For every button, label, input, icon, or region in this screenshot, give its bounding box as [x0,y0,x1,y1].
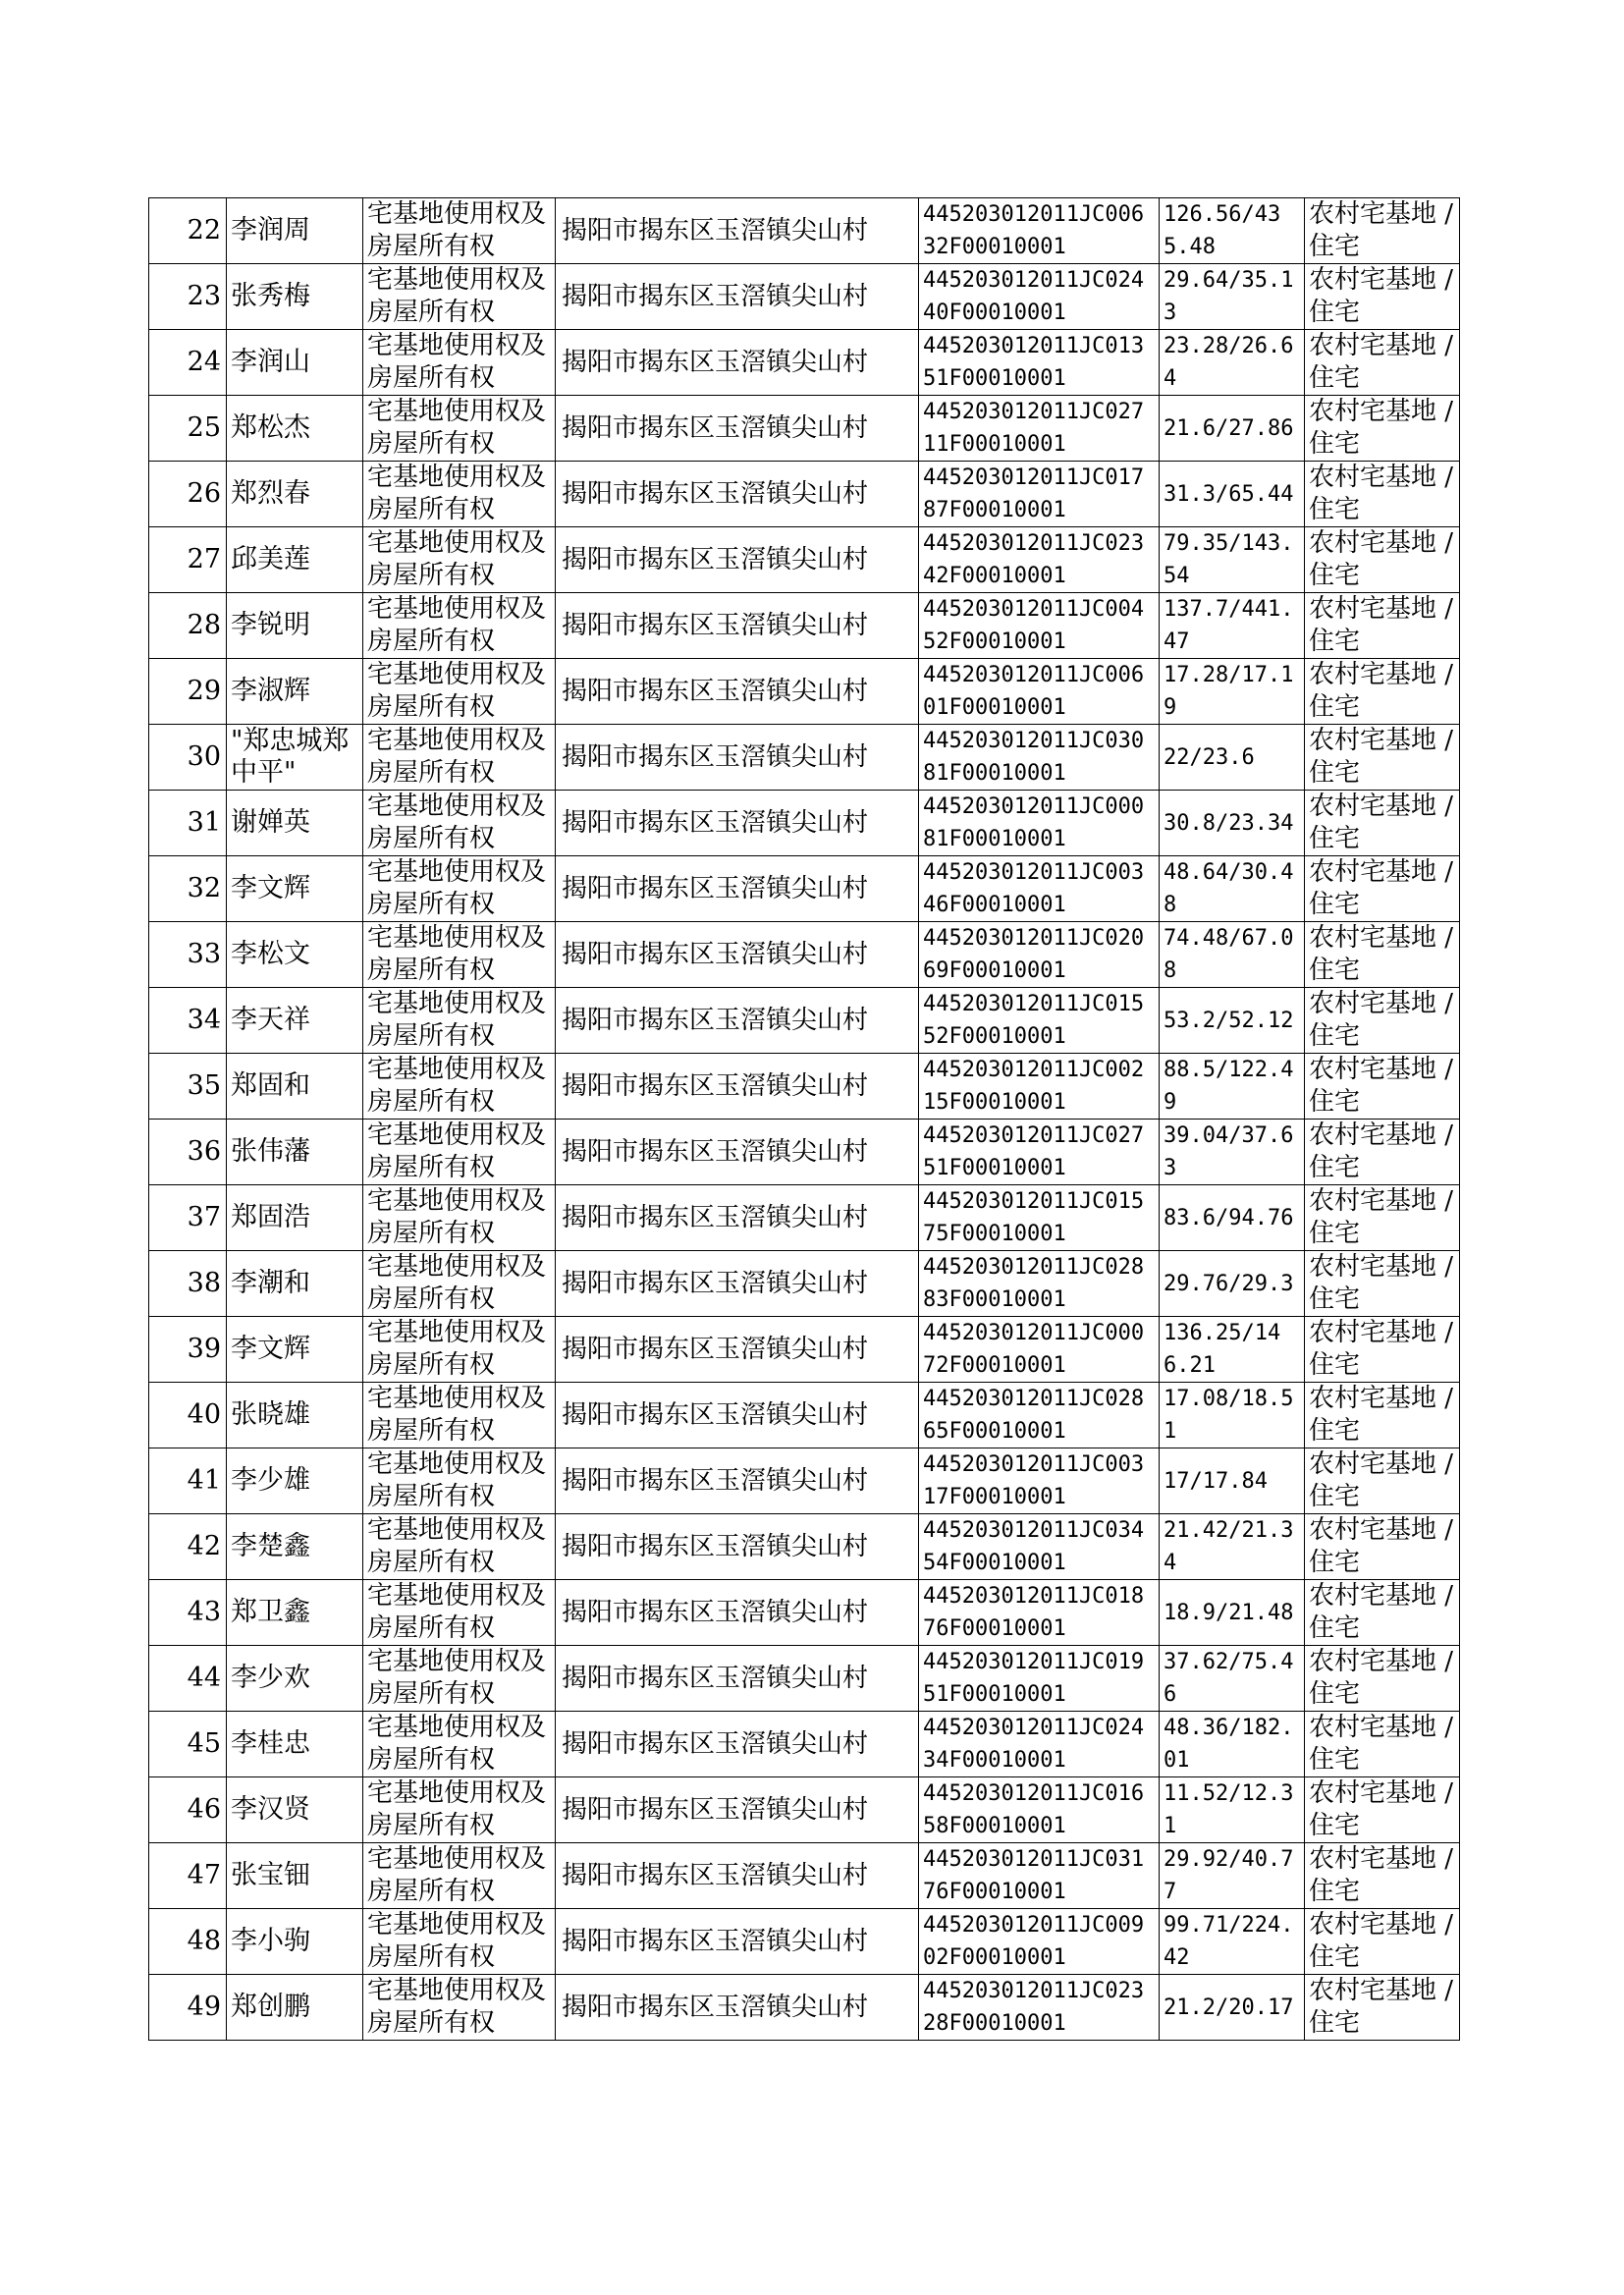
property-location: 揭阳市揭东区玉滘镇尖山村 [556,396,919,462]
table-row [149,1448,1460,1514]
table-row [149,198,1460,264]
area-value: 79.35/143.54 [1160,527,1305,593]
area-value: 137.7/441.47 [1160,593,1305,659]
row-number: 44 [149,1646,227,1712]
land-usage: 农村宅基地 / 住宅 [1305,1975,1460,2041]
property-location: 揭阳市揭东区玉滘镇尖山村 [556,1909,919,1975]
table-row [149,396,1460,462]
unit-code: 445203012011JC02328F00010001 [919,1975,1160,2041]
land-usage: 农村宅基地 / 住宅 [1305,1777,1460,1843]
owner-name: 郑固浩 [227,1185,363,1251]
property-location: 揭阳市揭东区玉滘镇尖山村 [556,988,919,1054]
table-row [149,791,1460,856]
land-usage: 农村宅基地 / 住宅 [1305,1646,1460,1712]
owner-name: 李润周 [227,198,363,264]
owner-name: 郑烈春 [227,462,363,527]
right-type: 宅基地使用权及房屋所有权 [363,593,556,659]
row-number: 30 [149,725,227,791]
unit-code: 445203012011JC01787F00010001 [919,462,1160,527]
row-number: 37 [149,1185,227,1251]
land-usage: 农村宅基地 / 住宅 [1305,593,1460,659]
right-type: 宅基地使用权及房屋所有权 [363,1580,556,1646]
table-row [149,922,1460,988]
property-location: 揭阳市揭东区玉滘镇尖山村 [556,198,919,264]
owner-name: 李少欢 [227,1646,363,1712]
area-value: 22/23.6 [1160,725,1305,791]
row-number: 35 [149,1054,227,1120]
unit-code: 445203012011JC02751F00010001 [919,1120,1160,1185]
land-usage: 农村宅基地 / 住宅 [1305,1448,1460,1514]
table-row [149,1251,1460,1317]
land-usage: 农村宅基地 / 住宅 [1305,1843,1460,1909]
right-type: 宅基地使用权及房屋所有权 [363,198,556,264]
area-value: 29.64/35.13 [1160,264,1305,330]
area-value: 11.52/12.31 [1160,1777,1305,1843]
area-value: 18.9/21.48 [1160,1580,1305,1646]
right-type: 宅基地使用权及房屋所有权 [363,1448,556,1514]
unit-code: 445203012011JC00072F00010001 [919,1317,1160,1383]
area-value: 17/17.84 [1160,1448,1305,1514]
row-number: 33 [149,922,227,988]
land-usage: 农村宅基地 / 住宅 [1305,527,1460,593]
area-value: 53.2/52.12 [1160,988,1305,1054]
row-number: 29 [149,659,227,725]
property-location: 揭阳市揭东区玉滘镇尖山村 [556,1777,919,1843]
area-value: 83.6/94.76 [1160,1185,1305,1251]
table-row [149,1054,1460,1120]
unit-code: 445203012011JC00215F00010001 [919,1054,1160,1120]
land-usage: 农村宅基地 / 住宅 [1305,922,1460,988]
unit-code: 445203012011JC01552F00010001 [919,988,1160,1054]
property-location: 揭阳市揭东区玉滘镇尖山村 [556,791,919,856]
area-value: 17.08/18.51 [1160,1383,1305,1448]
right-type: 宅基地使用权及房屋所有权 [363,1777,556,1843]
area-value: 37.62/75.46 [1160,1646,1305,1712]
property-location: 揭阳市揭东区玉滘镇尖山村 [556,1120,919,1185]
row-number: 38 [149,1251,227,1317]
table-row [149,462,1460,527]
land-usage: 农村宅基地 / 住宅 [1305,1251,1460,1317]
property-location: 揭阳市揭东区玉滘镇尖山村 [556,659,919,725]
owner-name: 李小驹 [227,1909,363,1975]
row-number: 22 [149,198,227,264]
right-type: 宅基地使用权及房屋所有权 [363,659,556,725]
property-location: 揭阳市揭东区玉滘镇尖山村 [556,1712,919,1777]
table-row [149,1120,1460,1185]
owner-name: 郑创鹏 [227,1975,363,2041]
property-location: 揭阳市揭东区玉滘镇尖山村 [556,1580,919,1646]
property-location: 揭阳市揭东区玉滘镇尖山村 [556,922,919,988]
owner-name: 郑松杰 [227,396,363,462]
land-usage: 农村宅基地 / 住宅 [1305,1383,1460,1448]
land-usage: 农村宅基地 / 住宅 [1305,462,1460,527]
table-row [149,856,1460,922]
row-number: 27 [149,527,227,593]
right-type: 宅基地使用权及房屋所有权 [363,1843,556,1909]
owner-name: 张伟藩 [227,1120,363,1185]
owner-name: "郑忠城郑中平" [227,725,363,791]
owner-name: 张秀梅 [227,264,363,330]
land-usage: 农村宅基地 / 住宅 [1305,1909,1460,1975]
row-number: 31 [149,791,227,856]
unit-code: 445203012011JC02434F00010001 [919,1712,1160,1777]
registry-table [148,197,1460,2041]
right-type: 宅基地使用权及房屋所有权 [363,462,556,527]
property-location: 揭阳市揭东区玉滘镇尖山村 [556,593,919,659]
property-location: 揭阳市揭东区玉滘镇尖山村 [556,1514,919,1580]
land-usage: 农村宅基地 / 住宅 [1305,659,1460,725]
property-location: 揭阳市揭东区玉滘镇尖山村 [556,1383,919,1448]
table-row [149,593,1460,659]
owner-name: 李桂忠 [227,1712,363,1777]
owner-name: 谢婵英 [227,791,363,856]
row-number: 49 [149,1975,227,2041]
right-type: 宅基地使用权及房屋所有权 [363,922,556,988]
owner-name: 李汉贤 [227,1777,363,1843]
area-value: 30.8/23.34 [1160,791,1305,856]
unit-code: 445203012011JC03176F00010001 [919,1843,1160,1909]
unit-code: 445203012011JC02342F00010001 [919,527,1160,593]
row-number: 47 [149,1843,227,1909]
row-number: 32 [149,856,227,922]
owner-name: 郑固和 [227,1054,363,1120]
unit-code: 445203012011JC00317F00010001 [919,1448,1160,1514]
area-value: 39.04/37.63 [1160,1120,1305,1185]
table-row [149,1712,1460,1777]
area-value: 31.3/65.44 [1160,462,1305,527]
right-type: 宅基地使用权及房屋所有权 [363,725,556,791]
land-usage: 农村宅基地 / 住宅 [1305,988,1460,1054]
unit-code: 445203012011JC02865F00010001 [919,1383,1160,1448]
property-location: 揭阳市揭东区玉滘镇尖山村 [556,725,919,791]
row-number: 34 [149,988,227,1054]
land-usage: 农村宅基地 / 住宅 [1305,1317,1460,1383]
area-value: 48.64/30.48 [1160,856,1305,922]
land-usage: 农村宅基地 / 住宅 [1305,1120,1460,1185]
area-value: 23.28/26.64 [1160,330,1305,396]
property-location: 揭阳市揭东区玉滘镇尖山村 [556,1054,919,1120]
land-usage: 农村宅基地 / 住宅 [1305,330,1460,396]
right-type: 宅基地使用权及房屋所有权 [363,1054,556,1120]
land-usage: 农村宅基地 / 住宅 [1305,791,1460,856]
owner-name: 李天祥 [227,988,363,1054]
area-value: 29.76/29.3 [1160,1251,1305,1317]
land-usage: 农村宅基地 / 住宅 [1305,1514,1460,1580]
unit-code: 445203012011JC03081F00010001 [919,725,1160,791]
right-type: 宅基地使用权及房屋所有权 [363,1909,556,1975]
unit-code: 445203012011JC01575F00010001 [919,1185,1160,1251]
unit-code: 445203012011JC00081F00010001 [919,791,1160,856]
table-row [149,659,1460,725]
row-number: 46 [149,1777,227,1843]
area-value: 74.48/67.08 [1160,922,1305,988]
right-type: 宅基地使用权及房屋所有权 [363,791,556,856]
unit-code: 445203012011JC01951F00010001 [919,1646,1160,1712]
row-number: 36 [149,1120,227,1185]
owner-name: 李文辉 [227,1317,363,1383]
row-number: 42 [149,1514,227,1580]
unit-code: 445203012011JC01351F00010001 [919,330,1160,396]
table-row [149,1843,1460,1909]
table-row [149,527,1460,593]
right-type: 宅基地使用权及房屋所有权 [363,330,556,396]
row-number: 45 [149,1712,227,1777]
owner-name: 李淑辉 [227,659,363,725]
right-type: 宅基地使用权及房屋所有权 [363,1120,556,1185]
area-value: 29.92/40.77 [1160,1843,1305,1909]
property-location: 揭阳市揭东区玉滘镇尖山村 [556,1185,919,1251]
owner-name: 李松文 [227,922,363,988]
area-value: 99.71/224.42 [1160,1909,1305,1975]
unit-code: 445203012011JC01876F00010001 [919,1580,1160,1646]
owner-name: 李楚鑫 [227,1514,363,1580]
table-row [149,725,1460,791]
table-row [149,1975,1460,2041]
area-value: 21.42/21.34 [1160,1514,1305,1580]
owner-name: 李文辉 [227,856,363,922]
unit-code: 445203012011JC00601F00010001 [919,659,1160,725]
right-type: 宅基地使用权及房屋所有权 [363,527,556,593]
property-location: 揭阳市揭东区玉滘镇尖山村 [556,856,919,922]
unit-code: 445203012011JC03454F00010001 [919,1514,1160,1580]
unit-code: 445203012011JC02440F00010001 [919,264,1160,330]
row-number: 40 [149,1383,227,1448]
area-value: 88.5/122.49 [1160,1054,1305,1120]
property-location: 揭阳市揭东区玉滘镇尖山村 [556,527,919,593]
row-number: 25 [149,396,227,462]
property-location: 揭阳市揭东区玉滘镇尖山村 [556,330,919,396]
table-row [149,1185,1460,1251]
property-location: 揭阳市揭东区玉滘镇尖山村 [556,1317,919,1383]
unit-code: 445203012011JC02069F00010001 [919,922,1160,988]
land-usage: 农村宅基地 / 住宅 [1305,264,1460,330]
area-value: 21.2/20.17 [1160,1975,1305,2041]
table-row [149,988,1460,1054]
right-type: 宅基地使用权及房屋所有权 [363,1712,556,1777]
land-usage: 农村宅基地 / 住宅 [1305,1712,1460,1777]
unit-code: 445203012011JC00346F00010001 [919,856,1160,922]
right-type: 宅基地使用权及房屋所有权 [363,1514,556,1580]
area-value: 136.25/146.21 [1160,1317,1305,1383]
owner-name: 张晓雄 [227,1383,363,1448]
right-type: 宅基地使用权及房屋所有权 [363,396,556,462]
owner-name: 邱美莲 [227,527,363,593]
unit-code: 445203012011JC02883F00010001 [919,1251,1160,1317]
right-type: 宅基地使用权及房屋所有权 [363,1383,556,1448]
land-usage: 农村宅基地 / 住宅 [1305,725,1460,791]
table-row [149,1909,1460,1975]
right-type: 宅基地使用权及房屋所有权 [363,1185,556,1251]
land-usage: 农村宅基地 / 住宅 [1305,396,1460,462]
right-type: 宅基地使用权及房屋所有权 [363,988,556,1054]
owner-name: 张宝钿 [227,1843,363,1909]
unit-code: 445203012011JC00902F00010001 [919,1909,1160,1975]
property-location: 揭阳市揭东区玉滘镇尖山村 [556,1975,919,2041]
land-usage: 农村宅基地 / 住宅 [1305,856,1460,922]
table-row [149,1383,1460,1448]
area-value: 126.56/435.48 [1160,198,1305,264]
row-number: 48 [149,1909,227,1975]
area-value: 21.6/27.86 [1160,396,1305,462]
area-value: 48.36/182.01 [1160,1712,1305,1777]
right-type: 宅基地使用权及房屋所有权 [363,1646,556,1712]
property-location: 揭阳市揭东区玉滘镇尖山村 [556,462,919,527]
row-number: 24 [149,330,227,396]
table-body [149,198,1460,2041]
owner-name: 李润山 [227,330,363,396]
right-type: 宅基地使用权及房屋所有权 [363,856,556,922]
right-type: 宅基地使用权及房屋所有权 [363,1251,556,1317]
owner-name: 李潮和 [227,1251,363,1317]
property-location: 揭阳市揭东区玉滘镇尖山村 [556,264,919,330]
property-location: 揭阳市揭东区玉滘镇尖山村 [556,1448,919,1514]
unit-code: 445203012011JC00452F00010001 [919,593,1160,659]
unit-code: 445203012011JC02711F00010001 [919,396,1160,462]
table-row [149,1580,1460,1646]
owner-name: 郑卫鑫 [227,1580,363,1646]
unit-code: 445203012011JC00632F00010001 [919,198,1160,264]
property-location: 揭阳市揭东区玉滘镇尖山村 [556,1646,919,1712]
row-number: 41 [149,1448,227,1514]
area-value: 17.28/17.19 [1160,659,1305,725]
table-row [149,1514,1460,1580]
table-row [149,330,1460,396]
land-usage: 农村宅基地 / 住宅 [1305,1580,1460,1646]
property-location: 揭阳市揭东区玉滘镇尖山村 [556,1843,919,1909]
table-row [149,1646,1460,1712]
row-number: 28 [149,593,227,659]
owner-name: 李少雄 [227,1448,363,1514]
land-usage: 农村宅基地 / 住宅 [1305,1185,1460,1251]
table-row [149,1777,1460,1843]
land-usage: 农村宅基地 / 住宅 [1305,198,1460,264]
table-row [149,1317,1460,1383]
table-row [149,264,1460,330]
row-number: 26 [149,462,227,527]
right-type: 宅基地使用权及房屋所有权 [363,1317,556,1383]
row-number: 43 [149,1580,227,1646]
row-number: 39 [149,1317,227,1383]
unit-code: 445203012011JC01658F00010001 [919,1777,1160,1843]
land-usage: 农村宅基地 / 住宅 [1305,1054,1460,1120]
row-number: 23 [149,264,227,330]
right-type: 宅基地使用权及房屋所有权 [363,1975,556,2041]
right-type: 宅基地使用权及房屋所有权 [363,264,556,330]
owner-name: 李锐明 [227,593,363,659]
property-location: 揭阳市揭东区玉滘镇尖山村 [556,1251,919,1317]
